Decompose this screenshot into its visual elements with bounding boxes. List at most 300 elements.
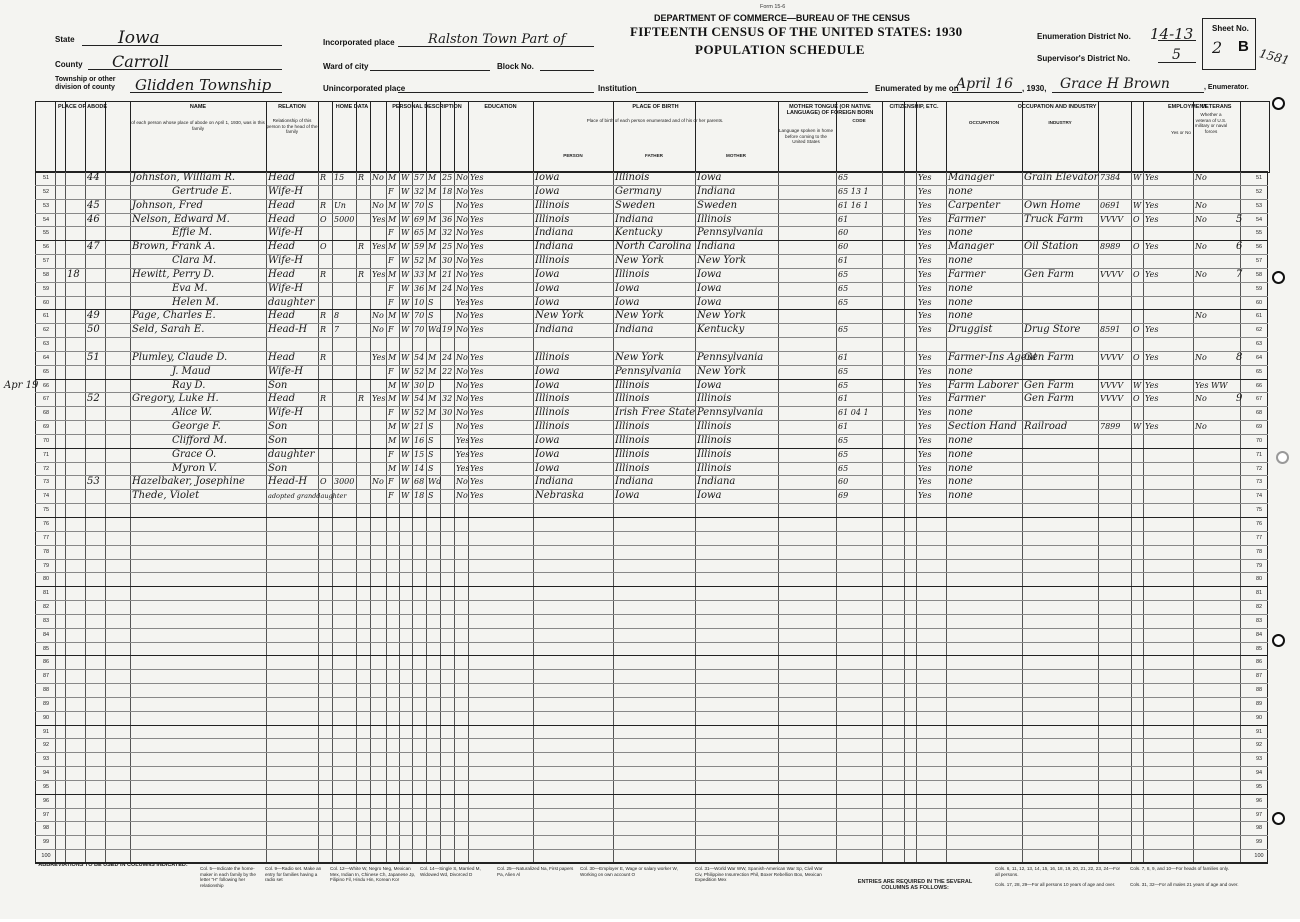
header-column-rule — [370, 101, 371, 171]
entry-race: W — [401, 173, 410, 182]
entry-lang-code: 65 — [838, 463, 849, 473]
entry-lang-code: 60 — [838, 242, 849, 252]
line-number: 85 — [42, 645, 50, 652]
entry-english: Yes — [918, 242, 932, 252]
line-number: 95 — [1255, 783, 1263, 790]
row-rule — [35, 697, 1268, 698]
entry-name: Gregory, Luke H. — [132, 393, 219, 405]
entry-mother: New York — [697, 310, 746, 322]
entry-age: 21 — [414, 422, 425, 432]
column-group-label: OCCUPATION AND INDUSTRY — [1017, 104, 1097, 110]
entry-birth: Illinois — [535, 421, 570, 433]
entry-read: Yes — [470, 463, 484, 473]
abbreviation-note: Col. 30—Employer E, Wage or salary worker W, Working on own account O — [580, 866, 678, 877]
entry-occupation: none — [948, 434, 973, 446]
header-column-rule — [266, 101, 267, 171]
enumerator-name: Grace H Brown — [1060, 76, 1170, 92]
supervisor-label: Supervisor's District No. — [1037, 54, 1131, 63]
line-number: 79 — [1255, 562, 1263, 569]
entry-race: W — [401, 269, 410, 279]
entry-lang-code: 65 — [838, 297, 849, 307]
entry-relation: Head — [268, 351, 296, 363]
entry-marital: D — [428, 380, 435, 390]
entry-father: North Carolina — [615, 241, 692, 253]
header-column-rule — [1143, 101, 1144, 171]
sheet-value: 2 — [1212, 38, 1223, 57]
entry-race: W — [401, 352, 410, 362]
incorporated-label: Incorporated place — [323, 38, 395, 47]
line-number: 72 — [1255, 465, 1263, 472]
row-rule — [35, 642, 1268, 643]
relation-column-header: Relationship of this person to the head of the family — [266, 118, 318, 134]
line-number: 68 — [1255, 410, 1263, 417]
entry-sex: M — [388, 435, 397, 445]
entry-school: Yes — [456, 449, 470, 459]
supervisor-value: 5 — [1172, 47, 1181, 63]
entry-dwelling: 45 — [87, 199, 100, 211]
row-rule — [35, 600, 1268, 601]
entry-father: New York — [615, 255, 664, 267]
column-group-label: CITIZENSHIP, ETC. — [889, 104, 939, 110]
entry-age: 14 — [414, 463, 425, 473]
header-column-rule — [1098, 101, 1099, 171]
entry-read: Yes — [470, 186, 484, 196]
line-number: 71 — [42, 451, 50, 458]
row-rule — [35, 794, 1268, 795]
column-group-label: PLACE OF BIRTH — [632, 104, 679, 110]
entry-mother: Illinois — [697, 434, 732, 446]
header-column-rule — [946, 101, 947, 171]
line-number: 73 — [1255, 479, 1263, 486]
entry-sex: F — [388, 325, 394, 335]
entry-age: 52 — [414, 408, 425, 418]
entry-family: 8 — [1236, 351, 1243, 363]
entry-tenure: R — [320, 200, 327, 210]
line-number: 52 — [1255, 188, 1263, 195]
entry-tenure: R — [320, 394, 327, 404]
entry-school: No — [456, 269, 468, 279]
entry-age: 70 — [414, 200, 425, 210]
entry-race: W — [401, 200, 410, 210]
entry-father: Iowa — [615, 282, 640, 294]
line-number: 60 — [1255, 299, 1263, 306]
entry-sex: M — [388, 422, 397, 432]
entry-marital: S — [428, 491, 434, 501]
entry-lang-code: 65 — [838, 173, 849, 182]
entry-occ-code: VVVV — [1100, 214, 1124, 224]
entry-marital: Wd — [428, 325, 442, 335]
entry-relation: daughter — [268, 296, 315, 308]
entry-school: No — [456, 311, 468, 321]
entry-age-marr: 25 — [442, 242, 453, 252]
entry-veteran: No — [1195, 214, 1207, 224]
entry-race: W — [401, 463, 410, 473]
line-number: 83 — [42, 617, 50, 624]
header-column-rule — [65, 101, 66, 171]
entry-mother: Illinois — [697, 393, 732, 405]
entry-race: W — [401, 422, 410, 432]
entry-farm: Yes — [372, 214, 386, 224]
line-number: 91 — [42, 728, 50, 735]
line-number: 70 — [42, 437, 50, 444]
entry-employed: Yes — [1145, 173, 1159, 182]
binder-hole — [1272, 634, 1285, 647]
entry-relation: Head — [268, 199, 296, 211]
line-number: 61 — [42, 313, 50, 320]
entry-read: Yes — [470, 408, 484, 418]
entry-lang-code: 61 — [838, 394, 849, 404]
entry-dwelling: 44 — [87, 172, 100, 183]
row-rule — [35, 752, 1268, 753]
entry-age: 69 — [414, 214, 425, 224]
entry-sex: F — [388, 408, 394, 418]
entry-birth: Iowa — [535, 268, 560, 280]
entry-name: Grace O. — [172, 448, 217, 460]
entry-relation: Wife-H — [268, 255, 304, 267]
row-rule — [35, 711, 1268, 712]
entry-lang-code: 61 — [838, 352, 849, 362]
entry-age: 33 — [414, 269, 425, 279]
entry-birth: Iowa — [535, 365, 560, 377]
entry-dwelling: 46 — [87, 213, 100, 225]
enum-district-label: Enumeration District No. — [1037, 32, 1131, 41]
entry-value: 15 — [334, 173, 345, 182]
entry-sex: F — [388, 256, 394, 266]
entry-school: Yes — [456, 297, 470, 307]
entry-race: W — [401, 449, 410, 459]
entry-age: 30 — [414, 380, 425, 390]
entry-english: Yes — [918, 352, 932, 362]
entry-birth: Indiana — [535, 241, 574, 253]
header-column-rule — [1131, 101, 1132, 171]
line-number: 75 — [42, 507, 50, 514]
row-rule — [35, 628, 1268, 629]
header-column-rule — [468, 101, 469, 171]
abbreviation-note: Col. 9—Radio set. Make an entry for families having a radio set — [265, 866, 322, 883]
entry-farm: No — [372, 477, 384, 487]
entry-tenure: R — [320, 269, 327, 279]
line-number: 65 — [42, 368, 50, 375]
stamp-number: 1581 — [1257, 46, 1291, 68]
entry-school: No — [456, 325, 468, 335]
entry-radio: R — [358, 242, 365, 252]
entry-dwelling: 47 — [87, 241, 100, 253]
entry-value: Un — [334, 200, 346, 210]
entry-school: No — [456, 380, 468, 390]
entry-english: Yes — [918, 366, 932, 376]
entry-occ-code: VVVV — [1100, 380, 1124, 390]
entry-family: 7 — [1236, 268, 1243, 280]
entry-farm: Yes — [372, 269, 386, 279]
township-value: Glidden Township — [135, 76, 272, 94]
entry-father: Illinois — [615, 462, 650, 474]
form-number: Form 15-6 — [760, 4, 786, 10]
entries-title: ENTRIES ARE REQUIRED IN THE SEVERAL COLUMNS AS FOLLOWS: — [857, 879, 973, 891]
entry-name: George F. — [172, 421, 221, 433]
entry-race: W — [401, 214, 410, 224]
entry-occ-code: VVVV — [1100, 394, 1124, 404]
entry-race: W — [401, 242, 410, 252]
entry-industry: Drug Store — [1024, 324, 1081, 336]
entry-mother: Kentucky — [697, 324, 745, 336]
birth-column-header: Place of birth of each person enumerated and of his or her parents. — [586, 118, 724, 123]
entry-father: Indiana — [615, 476, 654, 488]
form-title: FIFTEENTH CENSUS OF THE UNITED STATES: 1930 — [630, 24, 963, 39]
entry-birth: Indiana — [535, 324, 574, 336]
row-rule — [35, 738, 1268, 739]
entry-birth: Illinois — [535, 199, 570, 211]
line-number: 80 — [1255, 576, 1263, 583]
entry-english: Yes — [918, 449, 932, 459]
entry-class: W — [1133, 422, 1142, 432]
entry-farm: No — [372, 200, 384, 210]
entry-occupation: none — [948, 462, 973, 474]
entry-age: 70 — [414, 311, 425, 321]
entry-industry: Gen Farm — [1024, 379, 1075, 391]
binder-hole — [1272, 812, 1285, 825]
entry-mother: New York — [697, 255, 746, 267]
entry-name: Clara M. — [172, 255, 217, 267]
entry-employed: Yes — [1145, 394, 1159, 404]
entry-occupation: Manager — [948, 172, 994, 183]
line-number: 68 — [42, 410, 50, 417]
entry-marital: S — [428, 435, 434, 445]
entries-note: Cols. 7, 8, 9, and 10—For heads of families only. — [1130, 866, 1229, 871]
line-number: 74 — [42, 493, 50, 500]
entry-industry: Railroad — [1024, 421, 1068, 433]
entry-lang-code: 69 — [838, 491, 849, 501]
entry-read: Yes — [470, 200, 484, 210]
township-label: Township or other division of county — [55, 76, 116, 91]
entry-industry: Truck Farm — [1024, 213, 1084, 225]
enumerator-label: , Enumerator. — [1204, 84, 1249, 91]
entry-veteran: No — [1195, 311, 1207, 321]
line-number: 87 — [42, 673, 50, 680]
entry-birth: Illinois — [535, 407, 570, 419]
line-number: 75 — [1255, 507, 1263, 514]
line-number: 80 — [42, 576, 50, 583]
entry-sex: M — [388, 214, 397, 224]
line-number: 70 — [1255, 437, 1263, 444]
column-group-label: EMPLOYMENT — [1168, 104, 1207, 110]
entry-occupation: Farmer — [948, 393, 986, 405]
entry-farm: No — [372, 173, 384, 182]
entry-school: Yes — [456, 435, 470, 445]
entry-employed: Yes — [1145, 242, 1159, 252]
entry-mother: Iowa — [697, 282, 722, 294]
entry-english: Yes — [918, 283, 932, 293]
county-label: County — [55, 60, 83, 69]
entry-father: Illinois — [615, 393, 650, 405]
entry-father: Iowa — [615, 490, 640, 502]
line-number: 95 — [42, 783, 50, 790]
line-number: 86 — [1255, 659, 1263, 666]
header-column-rule — [882, 101, 883, 171]
line-number: 88 — [1255, 687, 1263, 694]
entry-father: Sweden — [615, 199, 656, 211]
entry-mother: New York — [697, 365, 746, 377]
entry-relation: Head — [268, 213, 296, 225]
entry-tenure: O — [320, 242, 327, 252]
header-column-rule — [399, 101, 400, 171]
entry-name: Page, Charles E. — [132, 310, 216, 322]
entry-occ-code: 7384 — [1100, 173, 1121, 182]
line-number: 87 — [1255, 673, 1263, 680]
entry-read: Yes — [470, 422, 484, 432]
entry-marital: S — [428, 311, 434, 321]
entry-tenure: R — [320, 311, 327, 321]
entry-birth: Indiana — [535, 227, 574, 239]
line-number: 74 — [1255, 493, 1263, 500]
line-number: 64 — [42, 354, 50, 361]
entry-age: 18 — [414, 491, 425, 501]
entry-relation: Son — [268, 379, 288, 391]
entry-veteran: No — [1195, 200, 1207, 210]
entry-age: 54 — [414, 352, 425, 362]
entry-name: Johnston, William R. — [132, 172, 236, 183]
entry-birth: New York — [535, 310, 584, 322]
line-number: 72 — [42, 465, 50, 472]
line-number: 89 — [1255, 700, 1263, 707]
entry-mother: Indiana — [697, 241, 736, 253]
entry-english: Yes — [918, 463, 932, 473]
county-value: Carroll — [112, 52, 169, 71]
entry-birth: Iowa — [535, 172, 560, 183]
entry-occ-code: VVVV — [1100, 352, 1124, 362]
entry-birth: Iowa — [535, 282, 560, 294]
line-number: 66 — [42, 382, 50, 389]
line-number: 76 — [1255, 521, 1263, 527]
row-rule — [35, 531, 1268, 532]
line-number: 92 — [42, 742, 50, 749]
line-number: 57 — [1255, 258, 1263, 265]
line-number: 79 — [42, 562, 50, 569]
entry-english: Yes — [918, 422, 932, 432]
line-number: 81 — [42, 590, 50, 597]
entry-race: W — [401, 380, 410, 390]
entry-occupation: Farmer — [948, 213, 986, 225]
entry-read: Yes — [470, 311, 484, 321]
entry-industry: Gen Farm — [1024, 393, 1075, 405]
header-column-rule — [426, 101, 427, 171]
mother-column-header: MOTHER — [726, 153, 746, 158]
entries-note: Cols. 6, 11, 12, 13, 14, 15, 16, 18, 19, 20, 21, 22, 23, 24—For all persons. — [995, 866, 1121, 877]
entry-employed: Yes — [1145, 380, 1159, 390]
entry-relation: Wife-H — [268, 185, 304, 197]
entry-sex: M — [388, 394, 397, 404]
entry-age: 68 — [414, 477, 425, 487]
entry-industry: Gen Farm — [1024, 268, 1075, 280]
header-column-rule — [356, 101, 357, 171]
row-rule — [35, 517, 1268, 518]
entry-english: Yes — [918, 491, 932, 501]
entry-lang-code: 65 — [838, 449, 849, 459]
entry-school: No — [456, 422, 468, 432]
entry-marital: S — [428, 463, 434, 473]
entry-occupation: Farm Laborer — [948, 379, 1019, 391]
state-value: Iowa — [118, 28, 160, 48]
row-rule — [35, 545, 1268, 546]
entry-class: W — [1133, 173, 1142, 182]
entry-age: 52 — [414, 366, 425, 376]
line-number: 78 — [1255, 548, 1263, 555]
line-number: 85 — [1255, 645, 1263, 652]
entry-age: 57 — [414, 173, 425, 182]
entry-father: Indiana — [615, 324, 654, 336]
entry-employed: Yes — [1145, 214, 1159, 224]
entry-mother: Illinois — [697, 462, 732, 474]
entry-industry: Grain Elevator — [1024, 172, 1099, 183]
abbreviation-note: Col. 31—World War WW, Spanish-American War Sp, Civil War Civ, Philippine Insurrection Phil, Boxer Rebellion Box, Mexican Expedition Mex — [695, 866, 823, 883]
entry-age: 54 — [414, 394, 425, 404]
entry-mother: Iowa — [697, 268, 722, 280]
entry-read: Yes — [470, 394, 484, 404]
entry-father: Illinois — [615, 379, 650, 391]
line-number: 54 — [42, 216, 50, 223]
entry-read: Yes — [470, 449, 484, 459]
line-number: 98 — [42, 825, 50, 832]
entry-name: Thede, Violet — [132, 490, 200, 502]
line-number: 62 — [42, 327, 50, 334]
entry-sex: M — [388, 173, 397, 182]
entry-occupation: none — [948, 282, 973, 294]
line-number: 65 — [1255, 368, 1263, 375]
entry-marital: S — [428, 200, 434, 210]
entry-school: No — [456, 477, 468, 487]
line-number: 56 — [42, 244, 50, 251]
father-column-header: FATHER — [644, 153, 664, 158]
entry-sex: M — [388, 242, 397, 252]
entry-tenure: O — [320, 214, 327, 224]
entry-mother: Illinois — [697, 213, 732, 225]
entry-class: O — [1133, 394, 1140, 404]
entry-lang-code: 61 — [838, 214, 849, 224]
entry-name: Alice W. — [172, 407, 213, 419]
entry-house: 18 — [67, 268, 80, 280]
entry-birth: Illinois — [535, 255, 570, 267]
line-number: 92 — [1255, 742, 1263, 749]
header-column-rule — [55, 101, 56, 171]
entry-sex: F — [388, 228, 394, 238]
line-number: 55 — [42, 230, 50, 237]
entry-radio: R — [358, 173, 365, 182]
name-column-header: of each person whose place of abode on April 1, 1930, was in this family — [131, 120, 265, 131]
entry-school: No — [456, 228, 468, 238]
entry-school: No — [456, 256, 468, 266]
line-number: 90 — [1255, 714, 1263, 721]
entry-race: W — [401, 311, 410, 321]
entry-class: O — [1133, 352, 1140, 362]
line-number: 86 — [42, 659, 50, 666]
entry-read: Yes — [470, 380, 484, 390]
sheet-label: Sheet No. — [1212, 24, 1249, 33]
entry-age-marr: 32 — [442, 394, 453, 404]
entry-age: 59 — [414, 242, 425, 252]
column-group-label: PLACE OF ABODE — [58, 104, 107, 110]
entry-dwelling: 51 — [87, 351, 100, 363]
entry-sex: F — [388, 186, 394, 196]
entry-birth: Illinois — [535, 351, 570, 363]
entry-read: Yes — [470, 269, 484, 279]
entry-birth: Iowa — [535, 462, 560, 474]
entry-mother: Indiana — [697, 476, 736, 488]
entry-lang-code: 65 — [838, 380, 849, 390]
line-number: 63 — [1255, 341, 1263, 348]
entry-sex: M — [388, 463, 397, 473]
entry-english: Yes — [918, 408, 932, 418]
enum-district-value: 14-13 — [1150, 25, 1194, 43]
row-rule — [35, 683, 1268, 684]
